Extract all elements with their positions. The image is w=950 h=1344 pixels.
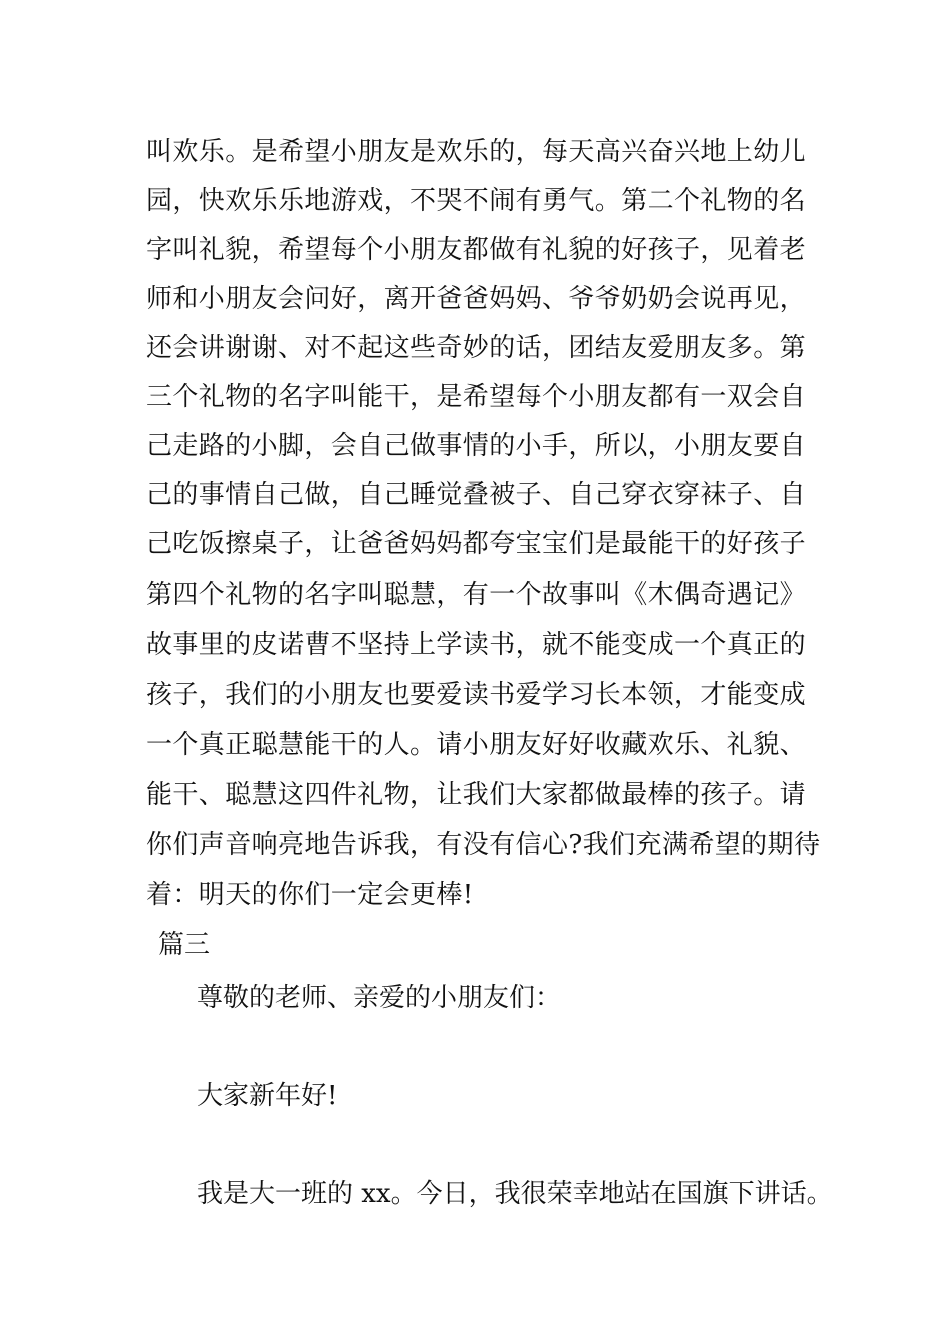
paragraph-line: 着：明天的你们一定会更棒!: [146, 880, 474, 910]
paragraph-line: 能干、聪慧这四件礼物，让我们大家都做最棒的孩子。请: [146, 780, 807, 810]
paragraph-line: 己吃饭擦桌子，让爸爸妈妈都夸宝宝们是最能干的好孩子: [146, 529, 807, 559]
paragraph-line: 师和小朋友会问好，离开爸爸妈妈、爷爷奶奶会说再见，: [146, 284, 807, 314]
paragraph-line: 一个真正聪慧能干的人。请小朋友好好收藏欢乐、礼貌、: [146, 730, 807, 760]
greeting: 大家新年好!: [197, 1081, 338, 1111]
paragraph-line: 故事里的皮诺曹不坚持上学读书，就不能变成一个真正的: [146, 630, 807, 660]
paragraph-line: 还会讲谢谢、对不起这些奇妙的话，团结友爱朋友多。第: [146, 333, 807, 363]
paragraph-line: 叫欢乐。是希望小朋友是欢乐的，每天高兴奋兴地上幼儿: [146, 137, 807, 167]
paragraph-line: 园，快欢乐乐地游戏，不哭不闹有勇气。第二个礼物的名: [146, 186, 807, 216]
intro-line: 我是大一班的 xx。今日，我很荣幸地站在国旗下讲话。: [197, 1179, 833, 1209]
paragraph-line: 三个礼物的名字叫能干，是希望每个小朋友都有一双会自: [146, 382, 807, 412]
salutation: 尊敬的老师、亲爱的小朋友们：: [197, 983, 562, 1013]
paragraph-line: 字叫礼貌，希望每个小朋友都做有礼貌的好孩子，见着老: [146, 235, 807, 265]
paragraph-line: 己的事情自己做，自己睡觉叠被子、自己穿衣穿袜子、自: [146, 480, 807, 510]
paragraph-line: 第四个礼物的名字叫聪慧，有一个故事叫《木偶奇遇记》: [146, 580, 807, 610]
paragraph-line: 你们声音响亮地告诉我，有没有信心?我们充满希望的期待: [146, 830, 821, 860]
paragraph-line: 孩子，我们的小朋友也要爱读书爱学习长本领，才能变成: [146, 680, 807, 710]
paragraph-line: 己走路的小脚，会自己做事情的小手，所以，小朋友要自: [146, 431, 807, 461]
section-heading: 篇三: [158, 930, 211, 960]
